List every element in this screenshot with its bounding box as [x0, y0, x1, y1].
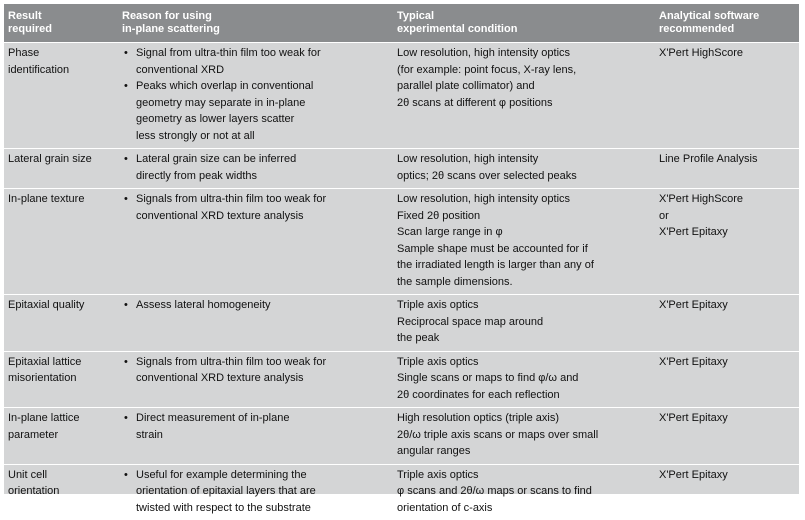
software-line: or — [659, 208, 795, 225]
table-row — [4, 464, 799, 520]
result-line: orientation — [8, 483, 114, 500]
condition-line: Fixed 2θ position — [397, 208, 651, 225]
reason-line: • Signals from ultra-thin film too weak for — [136, 354, 389, 371]
condition-line: Low resolution, high intensity optics — [397, 45, 651, 62]
result-cell — [4, 408, 118, 465]
software-line: X'Pert Epitaxy — [659, 224, 795, 241]
reason-line: • Signals from ultra-thin film too weak for — [136, 191, 389, 208]
condition-line: orientation of c-axis — [397, 500, 651, 517]
reason-cell — [118, 351, 393, 408]
software-cell — [655, 189, 799, 295]
reason-cell — [118, 295, 393, 352]
reason-line: • Useful for example determining the — [136, 467, 389, 484]
condition-line: the sample dimensions. — [397, 274, 651, 291]
table-row — [4, 295, 799, 352]
reason-bullet — [122, 410, 389, 443]
reason-list — [122, 191, 389, 224]
result-cell — [4, 43, 118, 149]
result-line: parameter — [8, 427, 114, 444]
software-line: X'Pert Epitaxy — [659, 467, 795, 484]
reason-list — [122, 151, 389, 184]
table-row — [4, 351, 799, 408]
software-cell — [655, 351, 799, 408]
condition-line: Triple axis optics — [397, 467, 651, 484]
software-line: X'Pert Epitaxy — [659, 354, 795, 371]
result-line: identification — [8, 62, 114, 79]
software-cell — [655, 464, 799, 520]
condition-cell — [393, 351, 655, 408]
condition-line: Triple axis optics — [397, 297, 651, 314]
table-row — [4, 149, 799, 189]
header-row — [4, 4, 799, 43]
result-line: Epitaxial quality — [8, 297, 114, 314]
reason-bullet — [122, 151, 389, 184]
header-condition-line: Typical — [397, 10, 651, 23]
condition-line: Triple axis optics — [397, 354, 651, 371]
software-line: X'Pert HighScore — [659, 191, 795, 208]
software-line: Line Profile Analysis — [659, 151, 795, 168]
reason-line: strain — [136, 427, 389, 444]
condition-cell — [393, 408, 655, 465]
reason-cell — [118, 464, 393, 520]
reason-line: conventional XRD texture analysis — [136, 370, 389, 387]
reason-line: orientation of epitaxial layers that are — [136, 483, 389, 500]
condition-line: 2θ coordinates for each reflection — [397, 387, 651, 404]
condition-cell — [393, 189, 655, 295]
header-result-line: Result — [8, 10, 114, 23]
reason-bullet — [122, 354, 389, 387]
table-row — [4, 43, 799, 149]
table-body — [4, 43, 799, 520]
header-result — [4, 4, 118, 43]
result-cell — [4, 189, 118, 295]
software-cell — [655, 149, 799, 189]
software-cell — [655, 43, 799, 149]
header-reason-line: in-plane scattering — [122, 23, 389, 36]
table-row — [4, 189, 799, 295]
condition-line: Sample shape must be accounted for if — [397, 241, 651, 258]
result-line: misorientation — [8, 370, 114, 387]
reason-line: directly from peak widths — [136, 168, 389, 185]
result-line: Unit cell — [8, 467, 114, 484]
reason-bullet — [122, 467, 389, 517]
condition-cell — [393, 43, 655, 149]
reason-list — [122, 467, 389, 517]
reason-list — [122, 297, 389, 314]
result-line: In-plane texture — [8, 191, 114, 208]
header-condition — [393, 4, 655, 43]
condition-line: Low resolution, high intensity optics — [397, 191, 651, 208]
reason-line: • Lateral grain size can be inferred — [136, 151, 389, 168]
reason-cell — [118, 408, 393, 465]
reason-line: geometry may separate in in-plane — [136, 95, 389, 112]
reason-line: conventional XRD texture analysis — [136, 208, 389, 225]
condition-cell — [393, 149, 655, 189]
reason-line: • Assess lateral homogeneity — [136, 297, 389, 314]
condition-cell — [393, 464, 655, 520]
condition-line: 2θ/ω triple axis scans or maps over small — [397, 427, 651, 444]
reason-line: • Signal from ultra-thin film too weak for — [136, 45, 389, 62]
result-cell — [4, 464, 118, 520]
condition-line: the irradiated length is larger than any of — [397, 257, 651, 274]
reason-line: conventional XRD — [136, 62, 389, 79]
condition-line: angular ranges — [397, 443, 651, 460]
condition-cell — [393, 295, 655, 352]
condition-line: Scan large range in φ — [397, 224, 651, 241]
reason-cell — [118, 43, 393, 149]
header-software — [655, 4, 799, 43]
reason-list — [122, 45, 389, 144]
software-line: X'Pert HighScore — [659, 45, 795, 62]
condition-line: High resolution optics (triple axis) — [397, 410, 651, 427]
result-cell — [4, 351, 118, 408]
reason-bullet — [122, 191, 389, 224]
reason-line: less strongly or not at all — [136, 128, 389, 145]
header-software-line: recommended — [659, 23, 795, 36]
condition-line: parallel plate collimator) and — [397, 78, 651, 95]
reason-cell — [118, 149, 393, 189]
header-result-line: required — [8, 23, 114, 36]
in-plane-scattering-table-panel — [4, 4, 799, 494]
reason-line: twisted with respect to the substrate — [136, 500, 389, 517]
reason-cell — [118, 189, 393, 295]
header-condition-line: experimental condition — [397, 23, 651, 36]
software-line: X'Pert Epitaxy — [659, 410, 795, 427]
reason-line: • Peaks which overlap in conventional — [136, 78, 389, 95]
result-line: Epitaxial lattice — [8, 354, 114, 371]
condition-line: Low resolution, high intensity — [397, 151, 651, 168]
result-line: Lateral grain size — [8, 151, 114, 168]
condition-line: φ scans and 2θ/ω maps or scans to find — [397, 483, 651, 500]
software-cell — [655, 408, 799, 465]
table-header — [4, 4, 799, 43]
condition-line: (for example: point focus, X-ray lens, — [397, 62, 651, 79]
reason-bullet — [122, 78, 389, 144]
condition-line: 2θ scans at different φ positions — [397, 95, 651, 112]
result-line: In-plane lattice — [8, 410, 114, 427]
condition-line: Reciprocal space map around — [397, 314, 651, 331]
software-cell — [655, 295, 799, 352]
in-plane-scattering-table — [4, 4, 799, 520]
reason-list — [122, 410, 389, 443]
table-row — [4, 408, 799, 465]
reason-line: geometry as lower layers scatter — [136, 111, 389, 128]
reason-bullet — [122, 45, 389, 78]
result-line: Phase — [8, 45, 114, 62]
condition-line: Single scans or maps to find φ/ω and — [397, 370, 651, 387]
header-reason — [118, 4, 393, 43]
condition-line: optics; 2θ scans over selected peaks — [397, 168, 651, 185]
reason-line: • Direct measurement of in-plane — [136, 410, 389, 427]
header-reason-line: Reason for using — [122, 10, 389, 23]
result-cell — [4, 149, 118, 189]
header-software-line: Analytical software — [659, 10, 795, 23]
result-cell — [4, 295, 118, 352]
software-line: X'Pert Epitaxy — [659, 297, 795, 314]
reason-list — [122, 354, 389, 387]
reason-bullet — [122, 297, 389, 314]
condition-line: the peak — [397, 330, 651, 347]
